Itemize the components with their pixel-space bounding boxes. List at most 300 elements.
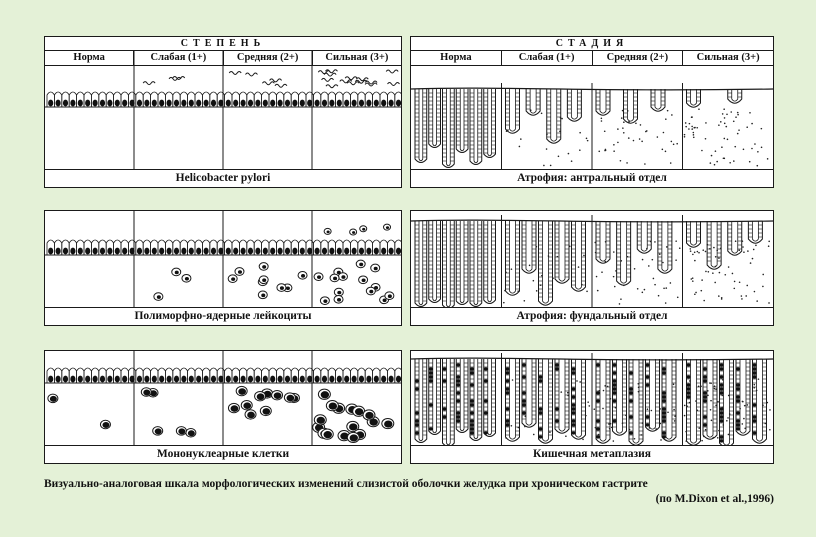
goblet-cell: [703, 415, 707, 418]
cell-nucleus: [388, 294, 392, 298]
cell-nucleus: [255, 100, 260, 107]
stromal-dot: [684, 405, 686, 407]
cell-nucleus: [262, 265, 266, 269]
goblet-cell: [596, 399, 600, 402]
goblet-cell: [662, 431, 666, 434]
stromal-dot: [560, 391, 562, 393]
stromal-dot: [525, 416, 527, 418]
stromal-dot: [727, 417, 729, 419]
goblet-cell: [613, 387, 617, 390]
panel-pmn-leukocytes: [44, 210, 402, 326]
bacterium: [270, 79, 282, 82]
stromal-dot: [628, 137, 630, 139]
stromal-dot: [767, 402, 769, 404]
goblet-cell: [456, 379, 460, 382]
stromal-dot: [626, 162, 628, 164]
goblet-cell: [687, 387, 691, 390]
bacterium: [324, 73, 336, 76]
stromal-dot: [698, 252, 700, 254]
stromal-dot: [639, 138, 641, 140]
stromal-dot: [684, 136, 686, 138]
goblet-cell: [429, 375, 433, 378]
stromal-dot: [587, 401, 589, 403]
panel-atrophy-fundal: [410, 210, 774, 326]
stromal-dot: [629, 429, 631, 431]
gland-lumen: [526, 359, 532, 425]
stromal-dot: [644, 289, 646, 291]
goblet-cell: [443, 415, 447, 418]
gland-lumen: [600, 221, 606, 261]
stromal-dot: [734, 146, 736, 148]
stromal-dot: [673, 409, 675, 411]
cell-nucleus: [130, 100, 135, 107]
gland-lumen: [617, 359, 623, 433]
stromal-dot: [665, 287, 667, 289]
header-stepen: СТЕПЕНЬ: [45, 37, 401, 51]
stromal-dot: [689, 123, 691, 125]
stromal-dot: [617, 142, 619, 144]
goblet-cell: [720, 415, 724, 418]
cell-nucleus: [287, 395, 295, 402]
cell-nucleus: [122, 376, 127, 383]
cell-nucleus: [389, 100, 394, 107]
stromal-dot: [601, 117, 603, 119]
stromal-dot: [705, 251, 707, 253]
stromal-dot: [604, 130, 606, 132]
stromal-dot: [718, 124, 720, 126]
stromal-dot: [613, 251, 615, 253]
cell-nucleus: [102, 422, 109, 428]
stromal-dot: [701, 440, 703, 442]
goblet-cell: [443, 379, 447, 382]
stromal-dot: [622, 127, 624, 129]
gland-lumen: [510, 359, 516, 439]
stromal-dot: [753, 384, 755, 386]
stromal-dot: [718, 430, 720, 432]
gland-lumen: [559, 221, 565, 281]
stromal-dot: [720, 435, 722, 437]
bacterium: [386, 70, 398, 73]
stromal-dot: [627, 256, 629, 258]
cell-nucleus: [115, 376, 120, 383]
goblet-cell: [456, 363, 460, 366]
cell-nucleus: [359, 100, 364, 107]
goblet-cell: [456, 419, 460, 422]
goblet-cell: [572, 395, 576, 398]
stromal-dot: [559, 131, 561, 133]
stromal-dot: [602, 408, 604, 410]
stromal-dot: [753, 249, 755, 251]
stromal-dot: [688, 128, 690, 130]
stromal-dot: [579, 132, 581, 134]
stromal-dot: [684, 134, 686, 136]
stromal-dot: [640, 434, 642, 436]
stromal-dot: [707, 244, 709, 246]
stromal-dot: [617, 128, 619, 130]
cell-nucleus: [137, 248, 142, 255]
cell-nucleus: [278, 376, 283, 383]
goblet-cell: [753, 419, 757, 422]
stromal-dot: [579, 381, 581, 383]
goblet-cell: [456, 399, 460, 402]
stromal-dot: [583, 255, 585, 257]
stromal-dot: [693, 136, 695, 138]
cell-nucleus: [329, 376, 334, 383]
stromal-dot: [692, 280, 694, 282]
goblet-cell: [596, 435, 600, 438]
stromal-dot: [722, 379, 724, 381]
stromal-dot: [561, 118, 563, 120]
goblet-cell: [506, 371, 510, 374]
stromal-dot: [621, 117, 623, 119]
header-stadiya: СТАДИЯ: [411, 37, 773, 51]
stromal-dot: [533, 280, 535, 282]
stromal-dot: [573, 425, 575, 427]
gland-lumen: [460, 89, 464, 151]
cell-nucleus: [374, 100, 379, 107]
stromal-dot: [604, 261, 606, 263]
cell-nucleus: [381, 100, 386, 107]
stromal-dot: [714, 164, 716, 166]
cell-nucleus: [56, 376, 61, 383]
goblet-cell: [522, 375, 526, 378]
stromal-dot: [621, 260, 623, 262]
cell-nucleus: [329, 248, 334, 255]
caption-mononuclear: Мононуклеарные клетки: [45, 445, 401, 463]
cell-nucleus: [231, 277, 235, 281]
gland-lumen: [510, 221, 516, 293]
cell-nucleus: [285, 100, 290, 107]
cell-nucleus: [241, 100, 246, 107]
gland-lumen: [551, 89, 557, 141]
cell-nucleus: [247, 412, 255, 419]
stromal-dot: [601, 271, 603, 273]
stromal-dot: [659, 253, 661, 255]
stromal-dot: [741, 298, 743, 300]
goblet-cell: [720, 367, 724, 370]
stromal-dot: [529, 265, 531, 267]
stromal-dot: [712, 272, 714, 274]
stromal-dot: [665, 151, 667, 153]
goblet-cell: [736, 419, 740, 422]
cell-nucleus: [359, 248, 364, 255]
cell-nucleus: [255, 248, 260, 255]
cell-nucleus: [322, 100, 327, 107]
goblet-cell: [720, 419, 724, 422]
stromal-dot: [517, 290, 519, 292]
stromal-dot: [581, 284, 583, 286]
goblet-cell: [456, 375, 460, 378]
stromal-dot: [723, 138, 725, 140]
stromal-dot: [694, 251, 696, 253]
gland-lumen: [732, 89, 738, 101]
stromal-dot: [721, 395, 723, 397]
cell-nucleus: [50, 396, 57, 402]
stromal-dot: [732, 273, 734, 275]
cell-nucleus: [233, 376, 238, 383]
cell-nucleus: [344, 248, 349, 255]
stromal-dot: [593, 408, 595, 410]
stromal-dot: [693, 134, 695, 136]
stromal-dot: [596, 276, 598, 278]
stromal-dot: [541, 275, 543, 277]
stromal-dot: [756, 165, 758, 167]
cell-nucleus: [274, 392, 282, 399]
stromal-dot: [511, 268, 513, 270]
stromal-dot: [585, 415, 587, 417]
cell-nucleus: [381, 376, 386, 383]
cell-nucleus: [263, 376, 268, 383]
cell-nucleus: [359, 263, 363, 267]
stromal-dot: [738, 249, 740, 251]
stromal-dot: [685, 122, 687, 124]
goblet-cell: [753, 415, 757, 418]
cell-nucleus: [333, 277, 337, 281]
stromal-dot: [761, 128, 763, 130]
gland: [539, 221, 553, 305]
goblet-cell: [555, 419, 559, 422]
goblet-cell: [736, 423, 740, 426]
stromal-dot: [702, 249, 704, 251]
stromal-dot: [725, 126, 727, 128]
stromal-dot: [691, 126, 693, 128]
cell-nucleus: [189, 376, 194, 383]
bacterium: [245, 73, 257, 76]
stromal-dot: [598, 150, 600, 152]
stromal-dot: [619, 303, 621, 305]
stromal-dot: [703, 436, 705, 438]
stromal-dot: [627, 110, 629, 112]
stromal-dot: [615, 270, 617, 272]
stromal-dot: [714, 385, 716, 387]
stromal-dot: [598, 434, 600, 436]
stromal-dot: [730, 111, 732, 113]
goblet-cell: [443, 367, 447, 370]
stromal-dot: [741, 295, 743, 297]
cell-nucleus: [352, 100, 357, 107]
gland: [429, 89, 441, 148]
stromal-dot: [657, 136, 659, 138]
cell-nucleus: [70, 376, 75, 383]
stromal-dot: [721, 298, 723, 300]
goblet-cell: [629, 399, 633, 402]
gland-lumen: [641, 221, 647, 251]
goblet-cell: [506, 423, 510, 426]
cell-nucleus: [174, 248, 179, 255]
bacterium: [345, 77, 357, 80]
cell-nucleus: [322, 248, 327, 255]
goblet-cell: [596, 419, 600, 422]
gland-lumen: [691, 221, 697, 245]
stromal-dot: [662, 262, 664, 264]
stromal-dot: [714, 282, 716, 284]
stromal-dot: [604, 385, 606, 387]
cell-nucleus: [329, 100, 334, 107]
stromal-dot: [742, 401, 744, 403]
cell-nucleus: [130, 376, 135, 383]
stromal-dot: [530, 109, 532, 111]
gland-lumen: [732, 221, 738, 253]
stromal-dot: [689, 402, 691, 404]
cell-nucleus: [286, 287, 290, 291]
cell-nucleus: [248, 376, 253, 383]
goblet-cell: [703, 391, 707, 394]
stromal-dot: [675, 240, 677, 242]
stromal-dot: [724, 117, 726, 119]
goblet-cell: [443, 407, 447, 410]
cell-nucleus: [366, 100, 371, 107]
cell-nucleus: [107, 376, 112, 383]
stromal-dot: [744, 405, 746, 407]
stromal-dot: [666, 246, 668, 248]
stromal-dot: [665, 439, 667, 441]
goblet-cell: [646, 383, 650, 386]
goblet-cell: [720, 439, 724, 442]
cell-nucleus: [352, 248, 357, 255]
cell-nucleus: [122, 100, 127, 107]
stromal-dot: [722, 407, 724, 409]
gland: [506, 359, 520, 441]
stromal-dot: [613, 150, 615, 152]
gland-lumen: [757, 359, 763, 441]
cell-nucleus: [263, 100, 268, 107]
gland-lumen: [419, 221, 423, 305]
gland-lumen: [724, 359, 730, 445]
stromal-dot: [651, 410, 653, 412]
stromal-dot: [713, 247, 715, 249]
goblet-cell: [629, 431, 633, 434]
goblet-cell: [687, 383, 691, 386]
stromal-dot: [724, 274, 726, 276]
stromal-dot: [623, 132, 625, 134]
stromal-dot: [762, 274, 764, 276]
panel-intestinal-metaplasia: [410, 350, 774, 464]
col-severe: Сильная (3+): [325, 52, 389, 63]
stromal-dot: [546, 148, 548, 150]
cell-nucleus: [389, 376, 394, 383]
cell-nucleus: [167, 248, 172, 255]
goblet-cell: [703, 367, 707, 370]
cell-nucleus: [181, 100, 186, 107]
goblet-cell: [646, 363, 650, 366]
stromal-dot: [567, 395, 569, 397]
stromal-dot: [716, 161, 718, 163]
stromal-dot: [503, 302, 505, 304]
stromal-dot: [693, 127, 695, 129]
stromal-dot: [711, 155, 713, 157]
stromal-dot: [642, 422, 644, 424]
stromal-dot: [710, 162, 712, 164]
cell-nucleus: [374, 376, 379, 383]
stromal-dot: [752, 432, 754, 434]
stromal-dot: [568, 153, 570, 155]
stromal-dot: [703, 399, 705, 401]
gland-lumen: [628, 89, 634, 121]
gland: [748, 221, 762, 243]
cell-nucleus: [285, 248, 290, 255]
stromal-dot: [684, 415, 686, 417]
stromal-dot: [697, 409, 699, 411]
gland-lumen: [474, 359, 478, 439]
goblet-cell: [415, 419, 419, 422]
epithelium-layer: [47, 92, 401, 107]
stromal-dot: [533, 434, 535, 436]
stromal-dot: [614, 286, 616, 288]
cell-nucleus: [56, 248, 61, 255]
goblet-cell: [506, 387, 510, 390]
stromal-dot: [698, 108, 700, 110]
stromal-dot: [728, 266, 730, 268]
gland: [572, 221, 586, 291]
col-mild: Слабая (1+): [134, 51, 223, 65]
cell-nucleus: [144, 100, 149, 107]
stromal-dot: [703, 300, 705, 302]
stromal-dot: [505, 437, 507, 439]
goblet-cell: [613, 391, 617, 394]
cell-nucleus: [307, 376, 312, 383]
goblet-cell: [572, 387, 576, 390]
cell-nucleus: [231, 405, 239, 412]
goblet-cell: [555, 407, 559, 410]
stromal-dot: [548, 255, 550, 257]
cell-nucleus: [85, 248, 90, 255]
stromal-dot: [758, 378, 760, 380]
cell-nucleus: [257, 393, 265, 400]
bacterium: [326, 85, 338, 88]
gland-lumen: [711, 221, 717, 267]
stromal-dot: [654, 241, 656, 243]
stromal-dot: [579, 149, 581, 151]
gland-lumen: [559, 359, 565, 431]
cell-nucleus: [307, 248, 312, 255]
stromal-dot: [701, 150, 703, 152]
gland: [687, 89, 701, 107]
cell-nucleus: [100, 100, 105, 107]
goblet-cell: [484, 379, 488, 382]
cell-nucleus: [366, 248, 371, 255]
gland: [484, 221, 496, 304]
stromal-dot: [743, 149, 745, 151]
stromal-dot: [747, 250, 749, 252]
stromal-dot: [695, 292, 697, 294]
stromal-dot: [601, 120, 603, 122]
gland: [456, 221, 468, 305]
cell-nucleus: [300, 248, 305, 255]
cell-nucleus: [301, 274, 305, 278]
stromal-dot: [610, 398, 612, 400]
gland-lumen: [707, 359, 713, 437]
gland-lumen: [666, 359, 672, 439]
stromal-dot: [694, 293, 696, 295]
stromal-dot: [717, 401, 719, 403]
goblet-cell: [662, 435, 666, 438]
stromal-dot: [721, 146, 723, 148]
stromal-dot: [638, 391, 640, 393]
goblet-cell: [484, 367, 488, 370]
stromal-dot: [536, 246, 538, 248]
stromal-dot: [550, 165, 552, 167]
stromal-dot: [671, 114, 673, 116]
stromal-dot: [700, 290, 702, 292]
stromal-dot: [607, 386, 609, 388]
gland-lumen: [740, 359, 746, 433]
cell-nucleus: [218, 100, 223, 107]
stromal-dot: [635, 122, 637, 124]
stromal-dot: [735, 240, 737, 242]
goblet-cell: [415, 423, 419, 426]
epithelium-layer: [47, 240, 401, 255]
cell-nucleus: [300, 100, 305, 107]
